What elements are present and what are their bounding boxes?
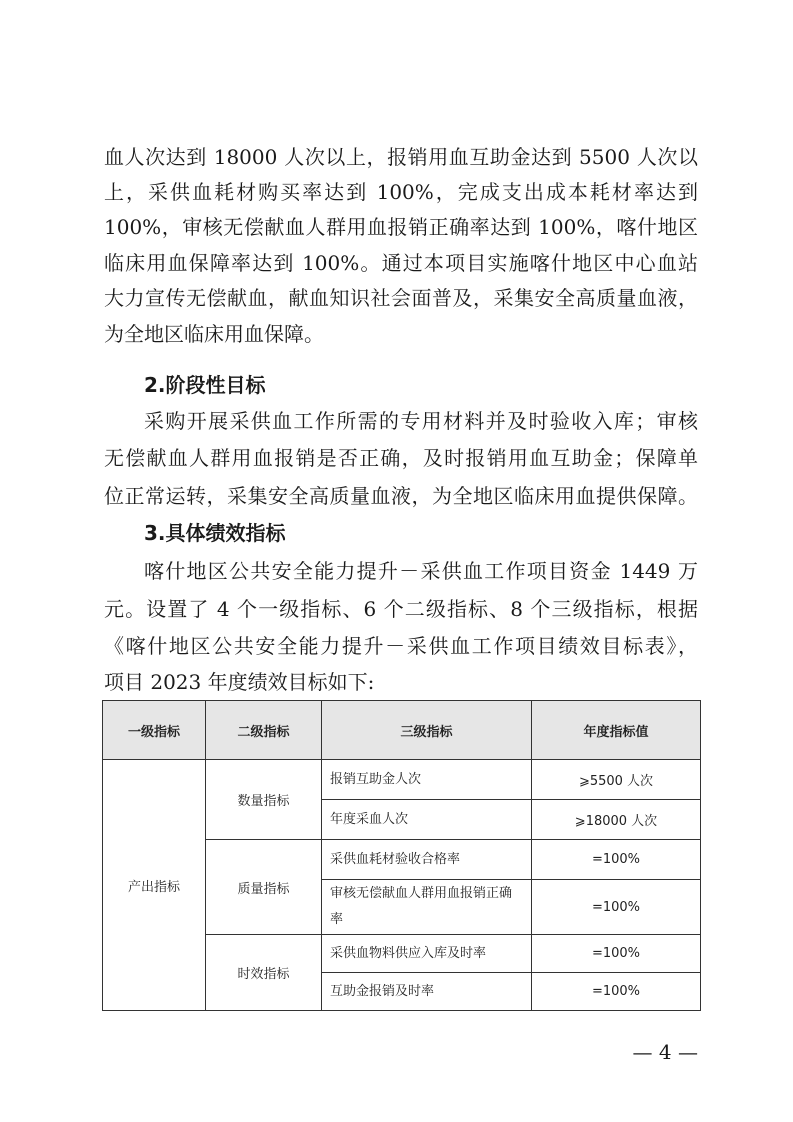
- level2-indicator-cell: 数量指标: [206, 760, 322, 840]
- paragraph-line: 《喀什地区公共安全能力提升－采供血工作项目绩效目标表》，: [104, 634, 698, 658]
- column-header: 三级指标: [322, 701, 532, 760]
- column-header: 一级指标: [103, 701, 206, 760]
- page-number: — 4 —: [632, 1040, 698, 1064]
- level3-indicator-cell: 审核无偿献血人群用血报销正确率: [322, 880, 532, 935]
- indicator-value-cell: =100%: [532, 935, 701, 973]
- section-heading: 3.具体绩效指标: [144, 521, 286, 545]
- level3-indicator-cell: 年度采血人次: [322, 800, 532, 840]
- table-header-row: [103, 701, 701, 760]
- paragraph-line: 元。设置了 4 个一级指标、6 个二级指标、8 个三级指标，根据: [104, 597, 698, 621]
- section-heading: 2.阶段性目标: [144, 373, 266, 397]
- indicator-value-cell: ⩾18000 人次: [532, 800, 701, 840]
- level2-indicator-cell: 时效指标: [206, 935, 322, 1011]
- paragraph-line: 为全地区临床用血保障。: [104, 322, 324, 346]
- indicator-value-cell: =100%: [532, 973, 701, 1011]
- column-header: 二级指标: [206, 701, 322, 760]
- column-header: 年度指标值: [532, 701, 701, 760]
- level3-indicator-cell: 报销互助金人次: [322, 760, 532, 800]
- paragraph-line: 大力宣传无偿献血，献血知识社会面普及，采集安全高质量血液，: [104, 286, 698, 310]
- paragraph-line: 临床用血保障率达到 100%。通过本项目实施喀什地区中心血站: [104, 251, 698, 275]
- level2-indicator-cell: 质量指标: [206, 840, 322, 935]
- paragraph-line: 项目 2023 年度绩效目标如下:: [104, 670, 375, 694]
- level1-indicator-cell: 产出指标: [103, 760, 206, 1011]
- level3-indicator-cell: 采供血物料供应入库及时率: [322, 935, 532, 973]
- performance-indicator-table: [102, 700, 701, 1011]
- level3-indicator-cell: 采供血耗材验收合格率: [322, 840, 532, 880]
- paragraph-line: 位正常运转，采集安全高质量血液，为全地区临床用血提供保障。: [104, 484, 698, 508]
- paragraph-line: 无偿献血人群用血报销是否正确，及时报销用血互助金；保障单: [104, 446, 698, 470]
- paragraph-line: 100%，审核无偿献血人群用血报销正确率达到 100%，喀什地区: [104, 215, 698, 239]
- indicator-value-cell: =100%: [532, 840, 701, 880]
- paragraph-line: 上，采供血耗材购买率达到 100%，完成支出成本耗材率达到: [104, 180, 698, 204]
- indicator-value-cell: =100%: [532, 880, 701, 935]
- paragraph-line: 血人次达到 18000 人次以上，报销用血互助金达到 5500 人次以: [104, 145, 698, 169]
- table-row: [103, 760, 701, 800]
- paragraph-line: 采购开展采供血工作所需的专用材料并及时验收入库；审核: [144, 409, 698, 433]
- indicator-value-cell: ⩾5500 人次: [532, 760, 701, 800]
- level3-indicator-cell: 互助金报销及时率: [322, 973, 532, 1011]
- paragraph-line: 喀什地区公共安全能力提升－采供血工作项目资金 1449 万: [144, 559, 698, 583]
